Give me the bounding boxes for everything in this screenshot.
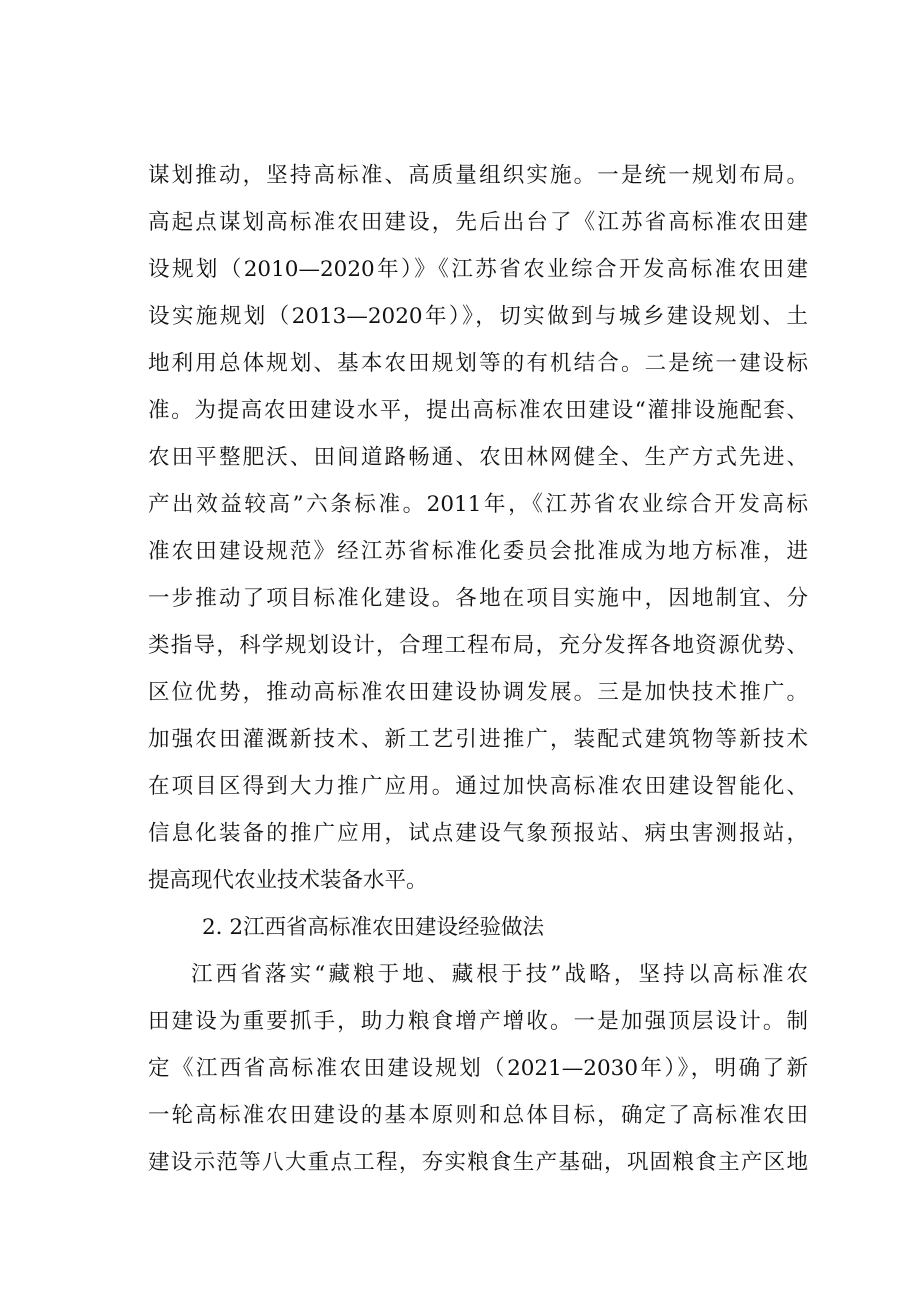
text-line: 区位优势，推动高标准农田建设协调发展。三是加快技术推广。 bbox=[148, 680, 808, 705]
text-line: 田建设为重要抓手，助力粮食增产增收。一是加强顶层设计。制 bbox=[148, 1009, 808, 1034]
text-line: 农田平整肥沃、田间道路畅通、农田林网健全、生产方式先进、 bbox=[148, 445, 808, 470]
text-line: 地利用总体规划、基本农田规划等的有机结合。二是统一建设标 bbox=[148, 351, 808, 376]
text-line: 准农田建设规范》经江苏省标准化委员会批准成为地方标准，进 bbox=[148, 539, 808, 564]
text-line: 江西省落实“藏粮于地、藏根于技”战略，坚持以高标准农 bbox=[191, 962, 808, 987]
text-line: 一轮高标准农田建设的基本原则和总体目标，确定了高标准农田 bbox=[148, 1103, 808, 1128]
text-line: 一步推动了项目标准化建设。各地在项目实施中，因地制宜、分 bbox=[148, 586, 808, 611]
text-line: 产出效益较高”六条标准。2011年，《江苏省农业综合开发高标 bbox=[148, 492, 808, 517]
section-heading: 2. 2江西省高标准农田建设经验做法 bbox=[202, 915, 545, 940]
text-line: 类指导，科学规划设计，合理工程布局，充分发挥各地资源优势、 bbox=[148, 633, 808, 658]
paragraph-1 bbox=[148, 152, 808, 904]
text-line: 建设示范等八大重点工程，夯实粮食生产基础，巩固粮食主产区地 bbox=[148, 1150, 808, 1175]
text-line: 设规划（2010—2020年）》《江苏省农业综合开发高标准农田建 bbox=[148, 257, 808, 282]
text-line: 设实施规划（2013—2020年）》，切实做到与城乡建设规划、土 bbox=[148, 304, 808, 329]
text-line: 在项目区得到大力推广应用。通过加快高标准农田建设智能化、 bbox=[148, 774, 808, 799]
text-line: 定《江西省高标准农田建设规划（2021—2030年）》，明确了新 bbox=[148, 1056, 808, 1081]
text-line: 信息化装备的推广应用，试点建设气象预报站、病虫害测报站， bbox=[148, 821, 808, 846]
text-line: 高起点谋划高标准农田建设，先后出台了《江苏省高标准农田建 bbox=[148, 210, 808, 235]
body-text bbox=[148, 152, 808, 1186]
text-line: 准。为提高农田建设水平，提出高标准农田建设“灌排设施配套、 bbox=[148, 398, 808, 423]
text-line: 谋划推动，坚持高标准、高质量组织实施。一是统一规划布局。 bbox=[148, 163, 808, 188]
paragraph-2 bbox=[148, 951, 808, 1186]
text-line: 加强农田灌溉新技术、新工艺引进推广，装配式建筑物等新技术 bbox=[148, 727, 808, 752]
text-line: 提高现代农业技术装备水平。 bbox=[148, 868, 428, 893]
